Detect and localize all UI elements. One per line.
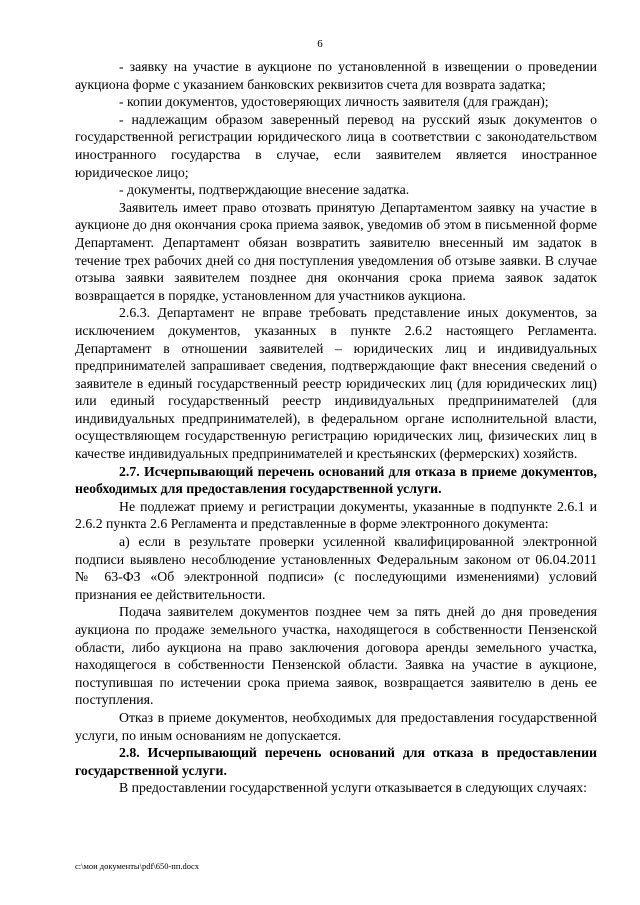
paragraph: а) если в результате проверки усиленной квалифицированной электронной подписи выявлено несоблюдение установленных Федеральным законом от 06.04.2011 № 63-ФЗ «Об электронной подписи» (с последующими изменениями) условий признания ее действительности. <box>75 534 597 602</box>
section-heading: 2.8. Исчерпывающий перечень оснований для отказа в предоставлении государственной услуги. <box>75 745 597 778</box>
paragraph: 2.6.3. Департамент не вправе требовать представление иных документов, за исключением документов, указанных в пункте 2.6.2 настоящего Регламента. Департамент в отношении заявителей – юридических лиц и индивидуальных предпринимателей запрашивает сведения, подтверждающие факт внесения сведений о заявителе в единый государственный реестр юридических лиц (для юридических лиц) или единый государственный реестр индивидуальных предпринимателей (для индивидуальных предпринимателей), в федеральном органе исполнительной власти, осуществляющем государственную регистрацию юридических лиц, физических лиц в качестве индивидуальных предпринимателей и крестьянских (фермерских) хозяйств. <box>75 305 597 462</box>
paragraph: - документы, подтверждающие внесение задатка. <box>119 182 410 198</box>
document-body <box>75 58 597 797</box>
paragraph: - копии документов, удостоверяющих личность заявителя (для граждан); <box>119 94 549 110</box>
paragraph: В предоставлении государственной услуги отказывается в следующих случаях: <box>119 780 587 796</box>
file-path-footer: c:\мои документы\pdf\650-пп.docx <box>75 861 200 871</box>
paragraph: - надлежащим образом заверенный перевод на русский язык документов о государственной регистрации юридического лица в соответствии с законодательством иностранного государства в случае, если заявителем является иностранное юридическое лицо; <box>75 111 597 180</box>
paragraph: Отказ в приеме документов, необходимых для предоставления государственной услуги, по иным основаниям не допускается. <box>75 709 597 743</box>
paragraph: Заявитель имеет право отозвать принятую Департаментом заявку на участие в аукционе до дня окончания срока приема заявок, уведомив об этом в письменной форме Департамент. Департамент обязан возвратить заявителю внесенный им задаток в течение трех рабочих дней со дня поступления уведомления об отзыве заявки. В случае отзыва заявки заявителем позднее дня окончания срока приема заявок задаток возвращается в порядке, установленном для участников аукциона. <box>75 199 597 303</box>
section-heading: 2.7. Исчерпывающий перечень оснований для отказа в приеме документов, необходимых для предоставления государственной услуги. <box>75 463 597 497</box>
paragraph: - заявку на участие в аукционе по установленной в извещении о проведении аукциона форме с указанием банковских реквизитов счета для возврата задатка; <box>75 59 597 92</box>
paragraph: Не подлежат приему и регистрации документы, указанные в подпункте 2.6.1 и 2.6.2 пункта 2.6 Регламента и представленные в форме электронного документа: <box>75 498 597 532</box>
page-number: 6 <box>317 38 323 50</box>
paragraph: Подача заявителем документов позднее чем за пять дней до дня проведения аукциона по продаже земельного участка, находящегося в собственности Пензенской области, либо аукциона на право заключения договора аренды земельного участка, находящегося в собственности Пензенской области. Заявка на участие в аукционе, поступившая по истечении срока приема заявок, возвращается заявителю в день ее поступления. <box>75 604 597 708</box>
